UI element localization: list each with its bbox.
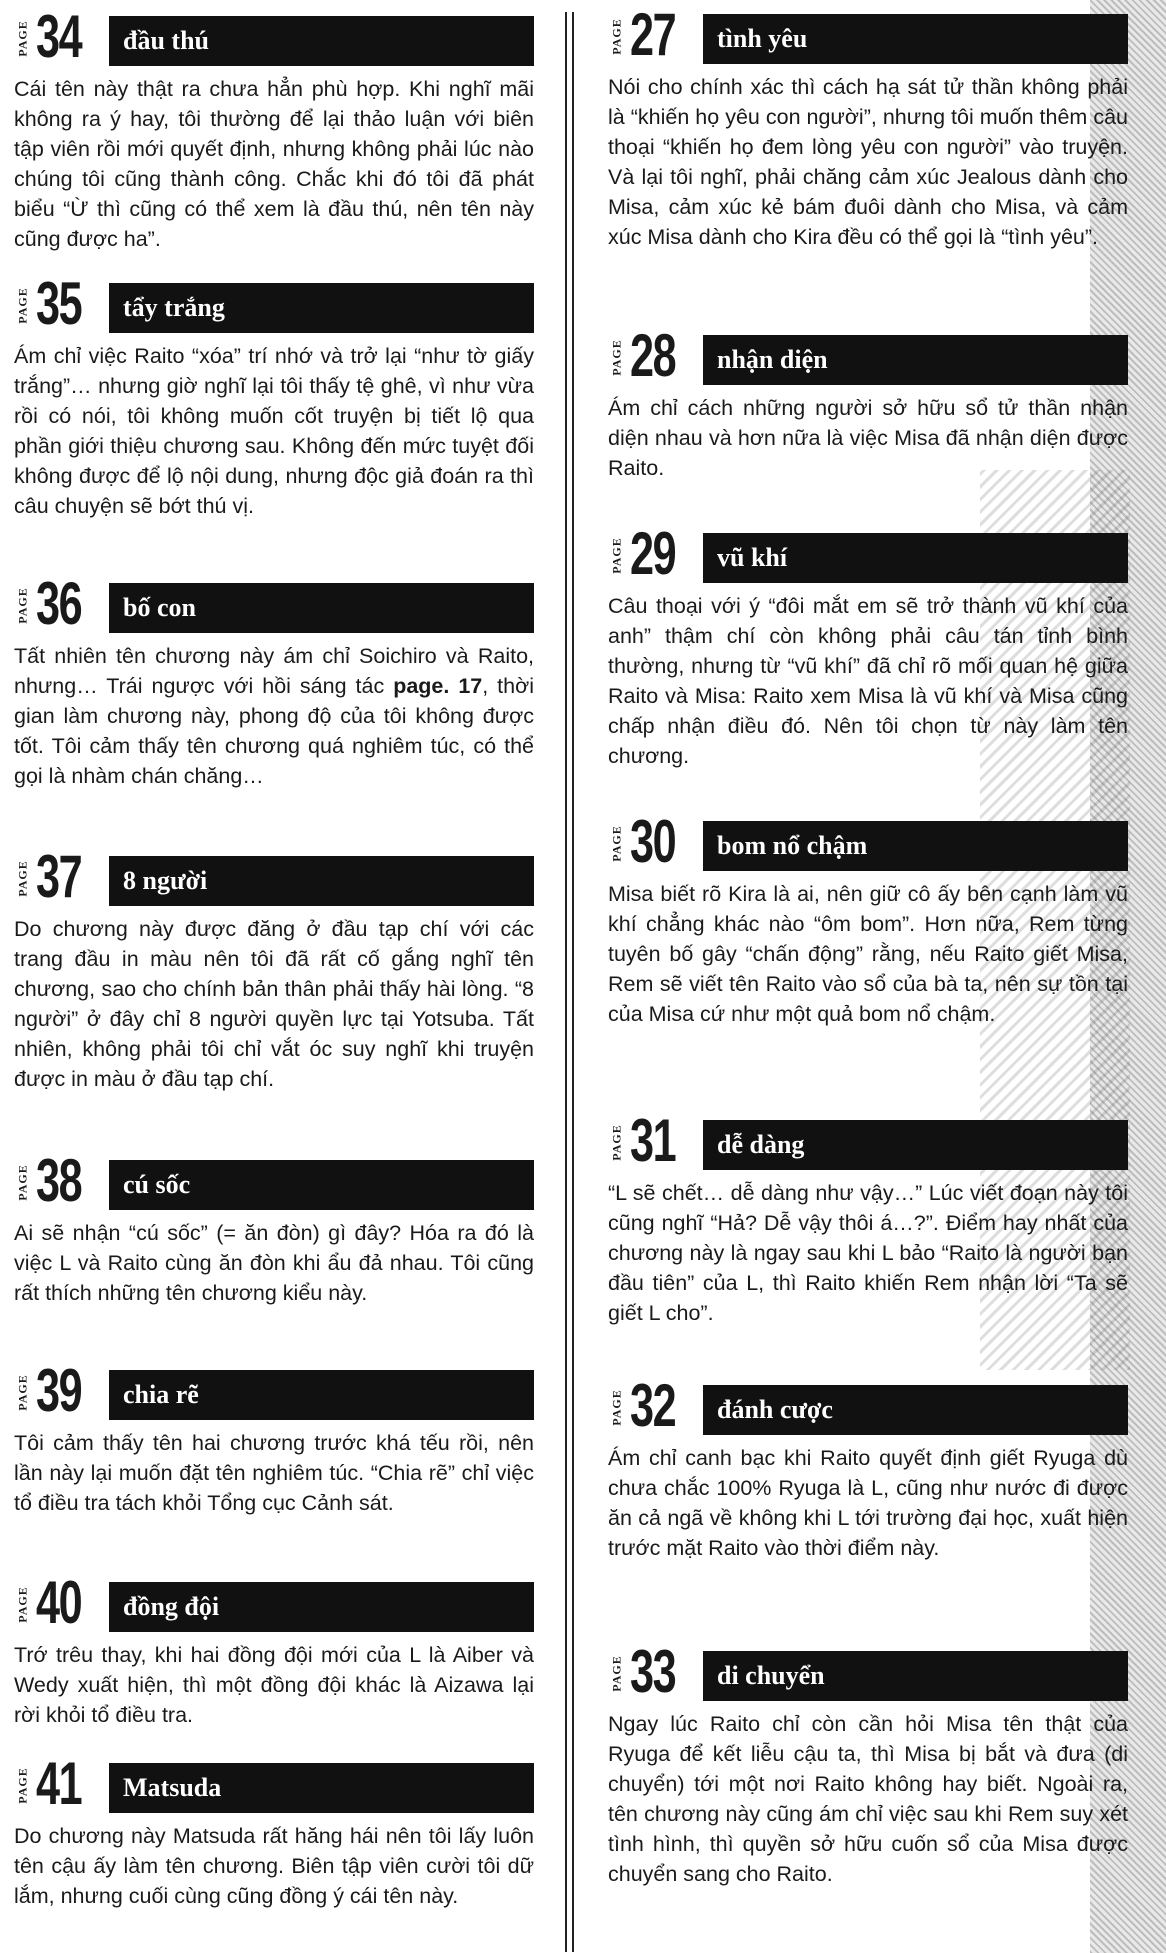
chapter-title: đầu thú	[109, 16, 534, 66]
chapter-title: dễ dàng	[703, 1120, 1128, 1170]
entry-header	[14, 1357, 534, 1424]
chapter-title: cú sốc	[109, 1160, 534, 1210]
entry-text: Câu thoại với ý “đôi mắt em sẽ trở thành vũ khí của anh” thậm chí còn không phải câu tán tỉnh bình thường, nhưng từ “vũ khí” đã chỉ rõ mối quan hệ giữa Raito và Misa: Raito xem Misa là vũ khí và Misa cũng chấp nhận điều đó. Nên tôi chọn từ này làm tên chương.	[608, 594, 1128, 768]
page-tag: PAGE	[15, 1163, 30, 1201]
page-tag: PAGE	[15, 1766, 30, 1804]
page-number: 31	[630, 1107, 676, 1174]
page-number: 37	[36, 843, 82, 910]
chapter-title: Matsuda	[109, 1763, 534, 1813]
chapter-entry-35	[14, 270, 534, 521]
page-number: 36	[36, 570, 82, 637]
chapter-entry-32	[608, 1372, 1128, 1563]
page-number: 32	[630, 1372, 676, 1439]
entry-header	[608, 322, 1128, 389]
entry-text: Ngay lúc Raito chỉ còn cần hỏi Misa tên thật của Ryuga để kết liễu cậu ta, thì Misa bị bắt và đưa (di chuyển) tới một nơi Raito không hay biết. Ngoài ra, tên chương này cũng ám chỉ việc sau khi Rem suy xét tình hình, thì quyền sở hữu cuốn sổ của Misa được chuyển sang cho Raito.	[608, 1712, 1128, 1886]
entry-header	[14, 570, 534, 637]
chapter-title: 8 người	[109, 856, 534, 906]
chapter-entry-31	[608, 1107, 1128, 1328]
page-number: 27	[630, 1, 676, 68]
entry-text: Tôi cảm thấy tên hai chương trước khá tếu rồi, nên lần này lại muốn đặt tên nghiêm túc. “Chia rẽ” chỉ việc tổ điều tra tách khỏi Tổng cục Cảnh sát.	[14, 1431, 534, 1515]
page-number: 38	[36, 1147, 82, 1214]
page-tag: PAGE	[15, 859, 30, 897]
entry-header	[608, 1, 1128, 68]
entry-header	[14, 843, 534, 910]
entry-header	[14, 3, 534, 70]
chapter-entry-30	[608, 808, 1128, 1029]
page-tag: PAGE	[609, 1123, 624, 1161]
entry-header	[14, 270, 534, 337]
column-divider	[565, 12, 567, 1952]
page-number: 34	[36, 3, 82, 70]
chapter-title: tẩy trắng	[109, 283, 534, 333]
entry-text: Tất nhiên tên chương này ám chỉ Soichiro và Raito, nhưng… Trái ngược với hồi sáng tác page. 17, thời gian làm chương này, phong độ của tôi không được tốt. Tôi cảm thấy tên chương quá nghiêm túc, có thể gọi là nhàm chán chăng…	[14, 644, 534, 788]
entry-text: “L sẽ chết… dễ dàng như vậy…” Lúc viết đoạn này tôi cũng nghĩ “Hả? Dễ vậy thôi á…?”. Điểm hay nhất của chương này là ngay sau khi L bảo “Raito là người bạn đầu tiên” của L, thì Raito khiến Rem nhận lời “Ta sẽ giết L cho”.	[608, 1181, 1128, 1325]
entry-text: Ám chỉ việc Raito “xóa” trí nhớ và trở lại “như tờ giấy trắng”… nhưng giờ nghĩ lại tôi thấy tệ ghê, vì như vừa rồi có nói, tôi không muốn cốt truyện bị tiết lộ qua phần giới thiệu chương sau. Không đến mức tuyệt đối không được để lộ nội dung, nhưng độc giả đoán ra thì câu chuyện sẽ bớt thú vị.	[14, 344, 534, 518]
chapter-entry-38	[14, 1147, 534, 1308]
entry-header	[608, 808, 1128, 875]
page-tag: PAGE	[609, 536, 624, 574]
entry-header	[608, 1372, 1128, 1439]
entry-header	[14, 1569, 534, 1636]
column-divider	[572, 12, 574, 1952]
chapter-title: di chuyển	[703, 1651, 1128, 1701]
chapter-entry-29	[608, 520, 1128, 771]
entry-text: Misa biết rõ Kira là ai, nên giữ cô ấy bên cạnh làm vũ khí chẳng khác nào “ôm bom”. Hơn nữa, Rem từng tuyên bố gây “chấn động” rằng, nếu Raito giết Misa, Rem sẽ viết tên Raito vào sổ của bà ta, nên sự tồn tại của Misa cứ như một quả bom nổ chậm.	[608, 882, 1128, 1026]
page-tag: PAGE	[15, 1373, 30, 1411]
entry-text: Trớ trêu thay, khi hai đồng đội mới của L là Aiber và Wedy xuất hiện, thì một đồng đội khác là Aizawa lại rời khỏi tổ điều tra.	[14, 1643, 534, 1727]
chapter-title: nhận diện	[703, 335, 1128, 385]
entry-header	[608, 1638, 1128, 1705]
entry-text: Do chương này được đăng ở đầu tạp chí với các trang đầu in màu nên tôi đã rất cố gắng nghĩ tên chương, sao cho chính bản thân phải thấy hài lòng. “8 người” ở đây chỉ 8 người quyền lực tại Yotsuba. Tất nhiên, không phải tôi chỉ vắt óc suy nghĩ khi truyện được in màu ở đầu tạp chí.	[14, 917, 534, 1091]
page-number: 35	[36, 270, 82, 337]
page-number: 40	[36, 1569, 82, 1636]
entry-header	[608, 1107, 1128, 1174]
entry-header	[608, 520, 1128, 587]
chapter-entry-40	[14, 1569, 534, 1730]
page-number: 29	[630, 520, 676, 587]
page-number: 30	[630, 808, 676, 875]
chapter-title: đồng đội	[109, 1582, 534, 1632]
chapter-title: tình yêu	[703, 14, 1128, 64]
chapter-entry-34	[14, 3, 534, 254]
chapter-entry-39	[14, 1357, 534, 1518]
page-number: 28	[630, 322, 676, 389]
page-tag: PAGE	[15, 19, 30, 57]
entry-header	[14, 1750, 534, 1817]
entry-text: Nói cho chính xác thì cách hạ sát tử thần không phải là “khiến họ yêu con người”, nhưng tôi muốn thêm câu thoại “khiến họ đem lòng yêu con người” vào truyện. Và lại tôi nghĩ, phải chăng cảm xúc Jealous dành cho Misa, cảm xúc kẻ bám đuôi dành cho Misa, và cảm xúc Misa dành cho Kira đều có thể gọi là “tình yêu”.	[608, 75, 1128, 249]
entry-header	[14, 1147, 534, 1214]
chapter-title: bom nổ chậm	[703, 821, 1128, 871]
page-tag: PAGE	[15, 1585, 30, 1623]
page-number: 33	[630, 1638, 676, 1705]
entry-text: Ai sẽ nhận “cú sốc” (= ăn đòn) gì đây? Hóa ra đó là việc L và Raito cùng ăn đòn khi ẩu đả nhau. Tôi cũng rất thích những tên chương kiểu này.	[14, 1221, 534, 1305]
page-number: 39	[36, 1357, 82, 1424]
chapter-entry-27	[608, 1, 1128, 252]
entry-text: Cái tên này thật ra chưa hẳn phù hợp. Khi nghĩ mãi không ra ý hay, tôi thường để lại thảo luận với biên tập viên rồi mới quyết định, nhưng không phải lúc nào chúng tôi cũng thành công. Chắc khi đó tôi đã phát biểu “Ừ thì cũng có thể xem là đầu thú, nên tên này cũng được ha”.	[14, 77, 534, 251]
page-tag: PAGE	[609, 1654, 624, 1692]
page-number: 41	[36, 1750, 82, 1817]
page-tag: PAGE	[609, 17, 624, 55]
chapter-title: đánh cược	[703, 1385, 1128, 1435]
chapter-entry-33	[608, 1638, 1128, 1889]
chapter-entry-36	[14, 570, 534, 791]
entry-text: Ám chỉ cách những người sở hữu sổ tử thần nhận diện nhau và hơn nữa là việc Misa đã nhận diện được Raito.	[608, 396, 1128, 480]
entry-text: Ám chỉ canh bạc khi Raito quyết định giết Ryuga dù chưa chắc 100% Ryuga là L, cũng như nước đi được ăn cả ngã về không khi L tới trường đại học, xuất hiện trước mặt Raito vào thời điểm này.	[608, 1446, 1128, 1560]
page-tag: PAGE	[609, 338, 624, 376]
page-tag: PAGE	[15, 286, 30, 324]
chapter-entry-41	[14, 1750, 534, 1911]
page-tag: PAGE	[15, 586, 30, 624]
page-tag: PAGE	[609, 1388, 624, 1426]
chapter-title: chia rẽ	[109, 1370, 534, 1420]
page-tag: PAGE	[609, 824, 624, 862]
chapter-entry-37	[14, 843, 534, 1094]
page-reference: page. 17	[393, 674, 483, 698]
chapter-entry-28	[608, 322, 1128, 483]
entry-text: Do chương này Matsuda rất hăng hái nên tôi lấy luôn tên cậu ấy làm tên chương. Biên tập viên cười tôi dữ lắm, nhưng cuối cùng cũng đồng ý cái tên này.	[14, 1824, 534, 1908]
chapter-title: bố con	[109, 583, 534, 633]
chapter-title: vũ khí	[703, 533, 1128, 583]
